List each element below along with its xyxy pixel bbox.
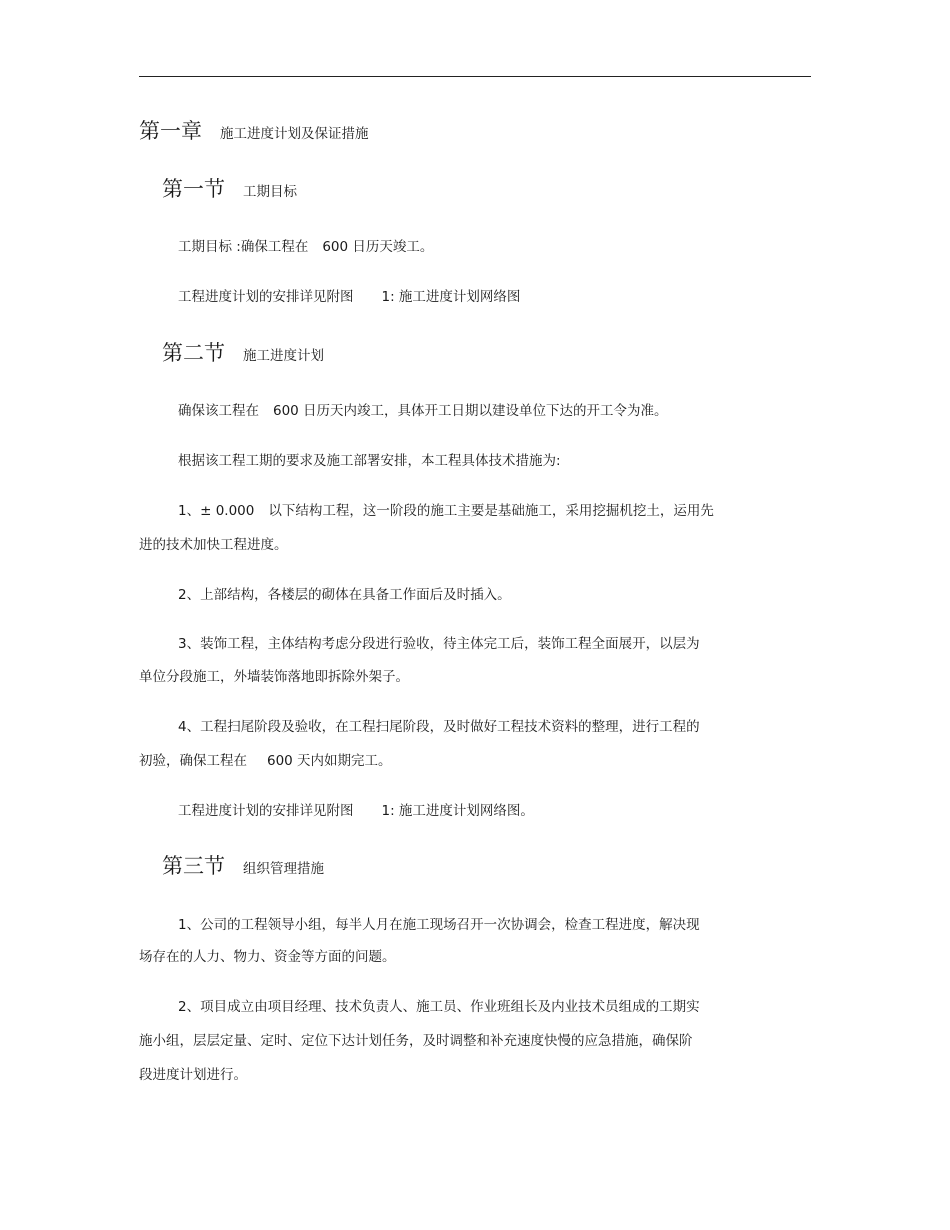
section-2-heading [162,341,324,365]
chapter-title: 施工进度计划及保证措施 [220,126,369,142]
paragraph-line: 施小组，层层定量、定时、定位下达计划任务，及时调整和补充速度快慢的应急措施，确保阶 [139,1033,693,1049]
chapter-heading [139,119,369,143]
paragraph-line: 3、装饰工程，主体结构考虑分段进行验收，待主体完工后，装饰工程全面展开，以层为 [178,636,700,652]
paragraph-line: 2、项目成立由项目经理、技术负责人、施工员、作业班组长及内业技术员组成的工期实 [178,999,700,1015]
paragraph-line: 单位分段施工，外墙装饰落地即拆除外架子。 [139,669,409,685]
paragraph-line: 工期目标 :确保工程在 600 日历天竣工。 [178,239,434,255]
paragraph-line: 确保该工程在 600 日历天内竣工，具体开工日期以建设单位下达的开工令为准。 [178,403,668,419]
section-3-heading [162,854,324,878]
paragraph-line: 2、上部结构，各楼层的砌体在具备工作面后及时插入。 [178,587,511,603]
section-3-label: 第三节 [162,854,225,878]
section-1-label: 第一节 [162,177,225,201]
section-1-heading [162,177,297,201]
paragraph-line: 工程进度计划的安排详见附图 1: 施工进度计划网络图 [178,289,521,305]
paragraph-line: 4、工程扫尾阶段及验收，在工程扫尾阶段，及时做好工程技术资料的整理，进行工程的 [178,719,700,735]
section-2-title: 施工进度计划 [243,348,324,364]
paragraph-line: 1、± 0.000 以下结构工程，这一阶段的施工主要是基础施工，采用挖掘机挖土，运用先 [178,503,714,519]
header-rule [139,76,811,77]
paragraph-line: 场存在的人力、物力、资金等方面的问题。 [139,949,396,965]
section-1-title: 工期目标 [243,184,297,200]
paragraph-line: 1、公司的工程领导小组，每半人月在施工现场召开一次协调会，检查工程进度，解决现 [178,917,700,933]
chapter-label: 第一章 [139,119,202,143]
section-2-label: 第二节 [162,341,225,365]
paragraph-line: 段进度计划进行。 [139,1067,247,1083]
paragraph-line: 根据该工程工期的要求及施工部署安排，本工程具体技术措施为: [178,453,561,469]
paragraph-line: 工程进度计划的安排详见附图 1: 施工进度计划网络图。 [178,803,534,819]
paragraph-line: 进的技术加快工程进度。 [139,537,288,553]
paragraph-line: 初验，确保工程在 600 天内如期完工。 [139,753,392,769]
section-3-title: 组织管理措施 [243,861,324,877]
